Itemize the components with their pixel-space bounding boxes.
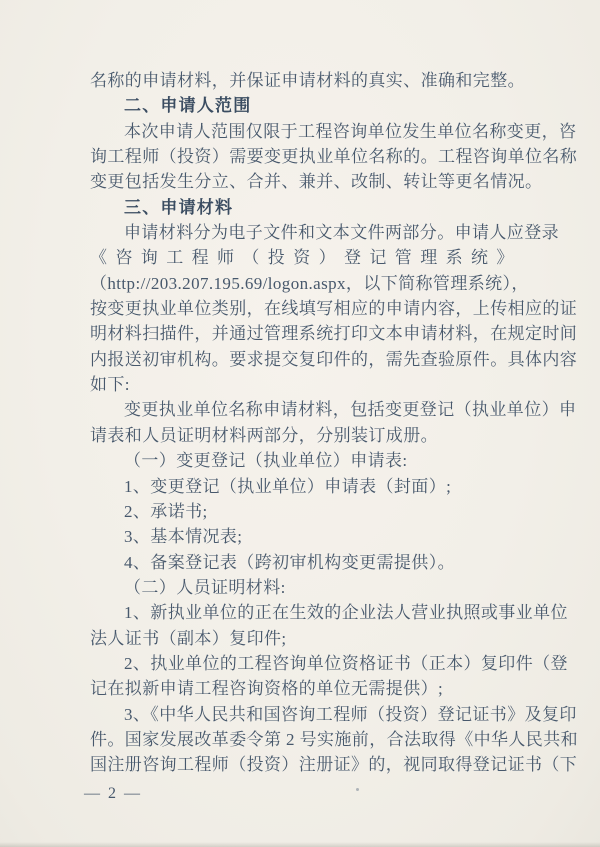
text-line: 询工程师（投资）需要变更执业单位名称的。工程咨询单位名称 [90, 147, 578, 167]
text-line: 3、《中华人民共和国咨询工程师（投资）登记证书》及复印 [124, 704, 577, 724]
scan-speck [356, 788, 359, 791]
text-line: （一）变更登记（执业单位）申请表: [124, 451, 408, 471]
text-line: 4、备案登记表（跨初审机构变更需提供）。 [124, 552, 455, 572]
text-line: 2、执业单位的工程咨询单位资格证书（正本）复印件（登 [124, 653, 568, 673]
text-line: 明材料扫描件，并通过管理系统打印文本申请材料，在规定时间 [90, 324, 578, 344]
text-line: 本次申请人范围仅限于工程咨询单位发生单位名称变更，咨 [124, 121, 577, 141]
text-line: 变更包括发生分立、合并、兼并、改制、转让等更名情况。 [90, 172, 543, 192]
text-line: 2、承诺书; [124, 501, 208, 521]
text-line: 请表和人员证明材料两部分，分别装订成册。 [90, 425, 438, 445]
document-body [90, 68, 578, 778]
text-line: 1、变更登记（执业单位）申请表（封面）; [124, 476, 452, 496]
text-line: 如下: [90, 375, 130, 395]
text-line: 国注册咨询工程师（投资）注册证》的，视同取得登记证书（下 [90, 755, 578, 775]
page-number: — 2 — [84, 785, 142, 802]
text-line: 件。国家发展改革委令第 2 号实施前，合法取得《中华人民共和 [90, 729, 578, 749]
text-line: 法人证书（副本）复印件; [90, 628, 287, 648]
text-line: 内报送初审机构。要求提交复印件的，需先查验原件。具体内容 [90, 349, 578, 369]
text-line: 变更执业单位名称申请材料，包括变更登记（执业单位）申 [124, 400, 577, 420]
text-line: 名称的申请材料，并保证申请材料的真实、准确和完整。 [90, 71, 525, 90]
text-line: 1、新执业单位的正在生效的企业法人营业执照或事业单位 [124, 603, 568, 623]
text-line: 《咨询工程师（投资）登记管理系统》 [90, 248, 522, 268]
text-line: （http://203.207.195.69/logon.aspx，以下简称管理系统）， [90, 273, 529, 293]
text-line: 记在拟新申请工程咨询资格的单位无需提供）; [90, 679, 444, 699]
text-line: （二）人员证明材料: [124, 577, 286, 597]
text-line: 按变更执业单位类别，在线填写相应的申请内容，上传相应的证 [90, 299, 578, 319]
section-heading: 二、申请人范围 [124, 96, 252, 116]
section-heading: 三、申请材料 [124, 197, 234, 217]
text-line: 申请材料分为电子文件和文本文件两部分。申请人应登录 [124, 223, 559, 243]
text-line: 3、基本情况表; [124, 527, 243, 547]
